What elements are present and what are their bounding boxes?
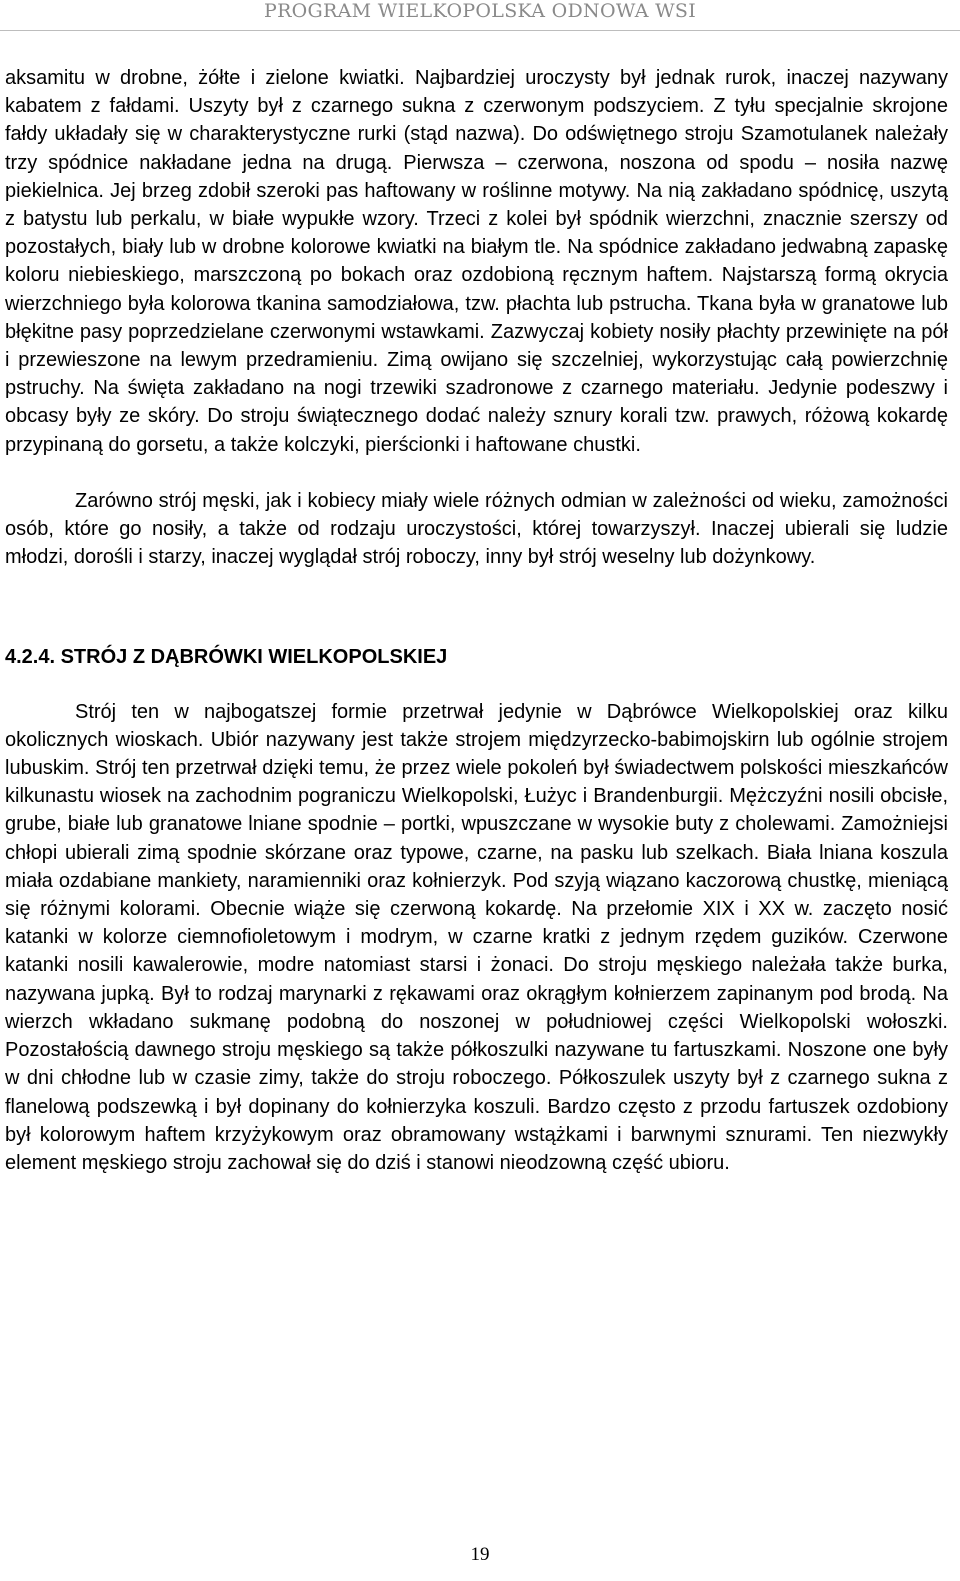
paragraph-dabrowka-costume: Strój ten w najbogatszej formie przetrwał jedynie w Dąbrówce Wielkopolskiej oraz kilku okolicznych wioskach. Ubiór nazywany jest także strojem międzyrzecko-babimojskirn lub ogólnie strojem lubuskim. Strój ten przetrwał dzięki temu, że przez wiele pokoleń był świadectwem polskości mieszkańców kilkunastu wiosek na zachodnim pograniczu Wielkopolski, Łużyc i Brandenburgii. Mężczyźni nosili obcisłe, grube, białe lub granatowe lniane spodnie – portki, wpuszczane w wysokie buty z cholewami. Zamożniejsi chłopi ubierali zimą spodnie skórzane oraz typowe, czarne, na pasku lub szelkach. Biała lniana koszula miała ozdabiane mankiety, naramienniki oraz kołnierzyk. Pod szyją wiązano kaczorową chustkę, mieniącą się różnymi kolorami. Obecnie wiąże się czerwoną kokardę. Na przełomie XIX i XX w. zaczęto nosić katanki w kolorze ciemnofioletowym i modrym, w czarne kratki z jednym rzędem guzików. Czerwone katanki nosili kawalerowie, modre natomiast starsi i żonaci. Do stroju męskiego należała także burka, nazywana jupką. Był to rodzaj marynarki z rękawami oraz okrągłym kołnierzem zapinanym pod brodą. Na wierzch wkładano sukmanę podobną do noszonej w południowej części Wielkopolski wołoszki. Pozostałością dawnego stroju męskiego są także półkoszulki nazywane tu fartuszkami. Noszone one były w dni chłodne lub w czasie zimy, także do stroju roboczego. Półkoszulek uszyty był z czarnego sukna z flanelową podszewką i był dopinany do kołnierzyka koszuli. Bardzo często z przodu fartuszek ozdobiony był kolorowym haftem krzyżykowym oraz obramowany wstążkami i barwnymi sznurami. Ten niezwykły element męskiego stroju zachował się do dziś i stanowi nieodzowną część ubioru. [5,700,948,1174]
header-divider [0,30,960,31]
document-body [5,64,948,1177]
paragraph-costume-variants: Zarówno strój męski, jak i kobiecy miały wiele różnych odmian w zależności od wieku, zamożności osób, które go nosiły, a także od rodzaju uroczystości, której towarzyszył. Inaczej ubierali się ludzie młodzi, dorośli i starzy, inaczej wyglądał strój roboczy, inny był strój weselny lub dożynkowy. [5,489,948,569]
running-header: PROGRAM WIELKOPOLSKA ODNOWA WSI [263,0,697,22]
page-number: 19 [470,1544,490,1565]
section-heading: 4.2.4. STRÓJ Z DĄBRÓWKI WIELKOPOLSKIEJ [5,646,448,669]
paragraph-womens-costume: aksamitu w drobne, żółte i zielone kwiatki. Najbardziej uroczysty był jednak rurok, inaczej nazywany kabatem z fałdami. Uszyty był z czarnego sukna z czerwonym podszyciem. Z tyłu specjalnie skrojone fałdy układały się w charakterystyczne rurki (stąd nazwa). Do odświętnego stroju Szamotulanek należały trzy spódnice nakładane jedna na drugą. Pierwsza – czerwona, noszona od spodu – nosiła nazwę piekielnica. Jej brzeg zdobił szeroki pas haftowany w roślinne motywy. Na nią zakładano spódnicę, uszytą z batystu lub perkalu, w białe wypukłe wzory. Trzeci z kolei był spódnik wierzchni, znacznie szerszy od pozostałych, biały lub w drobne kolorowe kwiatki na białym tle. Na spódnice zakładano jedwabną zapaskę koloru niebieskiego, marszczoną po bokach oraz ozdobioną ręcznym haftem. Najstarszą formą okrycia wierzchniego była kolorowa tkanina samodziałowa, tzw. płachta lub pstrucha. Tkana była w granatowe lub błękitne pasy poprzedzielane czerwonymi wstawkami. Zazwyczaj kobiety nosiły płachty przewinięte na pół i przewieszone na lewym przedramieniu. Zimą owijano się szczelniej, wykorzystując całą powierzchnię pstruchy. Na święta zakładano na nogi trzewiki szadronowe z czarnego materiału. Jedynie podeszwy i obcasy były ze skóry. Do stroju świątecznego dodać należy sznury korali tzw. prawych, różową kokardę przypinaną do gorsetu, a także kolczyki, pierścionki i haftowane chustki. [5,67,948,456]
